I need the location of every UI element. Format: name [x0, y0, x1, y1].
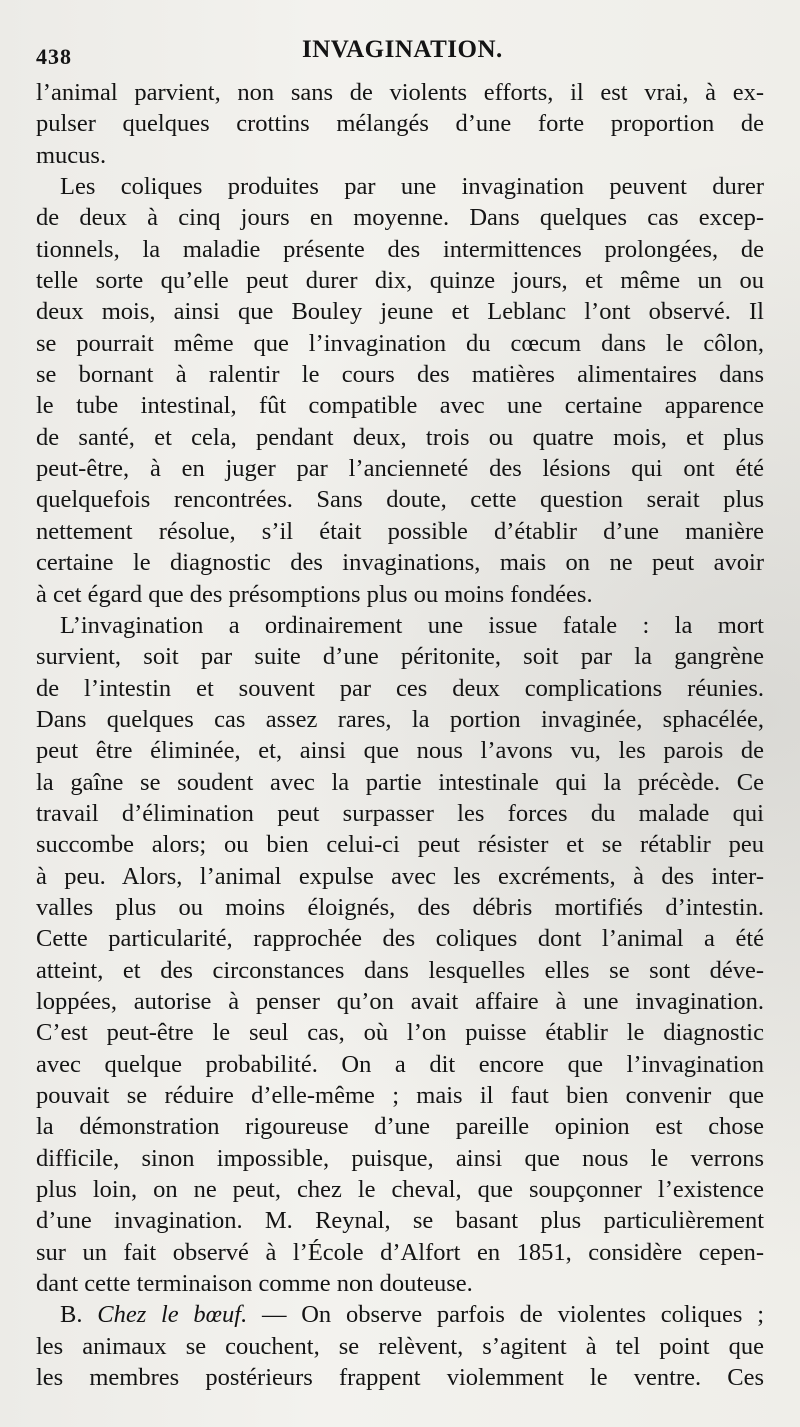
text-line: deux mois, ainsi que Bouley jeune et Leblanc l’ont observé. Il [36, 298, 764, 326]
text-line: les animaux se couchent, se relèvent, s’agitent à tel point que [36, 1332, 764, 1360]
text-line: L’invagination a ordinairement une issue fatale : la mort [60, 611, 764, 639]
text-line: C’est peut-être le seul cas, où l’on puisse établir le diagnostic [36, 1019, 764, 1047]
page-number: 438 [36, 44, 72, 69]
text-line: les membres postérieurs frappent violemment le ventre. Ces [36, 1364, 764, 1392]
running-title: INVAGINATION. [302, 36, 503, 63]
text-line: loppées, autorise à penser qu’on avait affaire à une invagination. [36, 987, 764, 1015]
text-line: survient, soit par suite d’une péritonite, soit par la gangrène [36, 643, 764, 671]
text-line: succombe alors; ou bien celui-ci peut résister et se rétablir peu [36, 831, 764, 859]
text-line: de santé, et cela, pendant deux, trois ou quatre mois, et plus [36, 423, 764, 451]
text-line: tionnels, la maladie présente des intermittences prolongées, de [36, 235, 764, 263]
text-line: mucus. [36, 141, 107, 169]
text-line: peut-être, à en juger par l’ancienneté des lésions qui ont été [36, 455, 764, 483]
text-line: se pourrait même que l’invagination du cœcum dans le côlon, [36, 329, 764, 357]
section-title: Chez le bœuf. [97, 1301, 248, 1329]
text-line: telle sorte qu’elle peut durer dix, quinze jours, et même un ou [36, 267, 764, 295]
text-line: de deux à cinq jours en moyenne. Dans quelques cas excep- [36, 204, 764, 232]
text-line: travail d’élimination peut surpasser les forces du malade qui [36, 799, 764, 827]
text-line: le tube intestinal, fût compatible avec une certaine apparence [36, 392, 764, 420]
text-line: Les coliques produites par une invagination peuvent durer [60, 173, 764, 201]
text-line: pouvait se réduire d’elle-même ; mais il faut bien convenir que [36, 1082, 764, 1109]
section-label: B. [60, 1301, 83, 1329]
text-line: la gaîne se soudent avec la partie intestinale qui la précède. Ce [36, 768, 764, 796]
text-line: plus loin, on ne peut, chez le cheval, que soupçonner l’existence [36, 1176, 764, 1204]
text-line: l’animal parvient, non sans de violents efforts, il est vrai, à ex- [36, 79, 764, 106]
text-line: à peu. Alors, l’animal expulse avec les excréments, à des inter- [36, 862, 764, 890]
text-line: valles plus ou moins éloignés, des débris mortifiés d’intestin. [36, 893, 764, 921]
page-header [36, 30, 756, 70]
body-text [36, 77, 764, 1393]
text-line: avec quelque probabilité. On a dit encore que l’invagination [36, 1050, 764, 1078]
text-line: difficile, sinon impossible, puisque, ainsi que nous le verrons [36, 1144, 764, 1172]
text-line: quelquefois rencontrées. Sans doute, cette question serait plus [36, 486, 764, 514]
text-line: certaine le diagnostic des invaginations, mais on ne peut avoir [36, 549, 764, 577]
text-line: à cet égard que des présomptions plus ou moins fondées. [36, 580, 593, 608]
section-heading-line [36, 1299, 764, 1330]
text-line: peut être éliminée, et, ainsi que nous l’avons vu, les parois de [36, 737, 764, 765]
text-line: Dans quelques cas assez rares, la portion invaginée, sphacélée, [36, 705, 764, 733]
text-line: de l’intestin et souvent par ces deux complications réunies. [36, 674, 764, 702]
text-line: sur un fait observé à l’École d’Alfort en 1851, considère cepen- [36, 1238, 764, 1266]
text-line: d’une invagination. M. Reynal, se basant plus particulièrement [36, 1207, 764, 1235]
text-line: se bornant à ralentir le cours des matières alimentaires dans [36, 361, 764, 389]
text-line: dant cette terminaison comme non douteuse. [36, 1270, 473, 1298]
text-fragment: — On observe parfois de violentes coliques ; [247, 1301, 764, 1329]
text-line: la démonstration rigoureuse d’une pareille opinion est chose [36, 1113, 764, 1141]
text-line: pulser quelques crottins mélangés d’une forte proportion de [36, 110, 764, 138]
text-line: atteint, et des circonstances dans lesquelles elles se sont déve- [36, 956, 764, 984]
text-line: nettement résolue, s’il était possible d’établir d’une manière [36, 517, 764, 545]
text-line: Cette particularité, rapprochée des coliques dont l’animal a été [36, 925, 764, 953]
